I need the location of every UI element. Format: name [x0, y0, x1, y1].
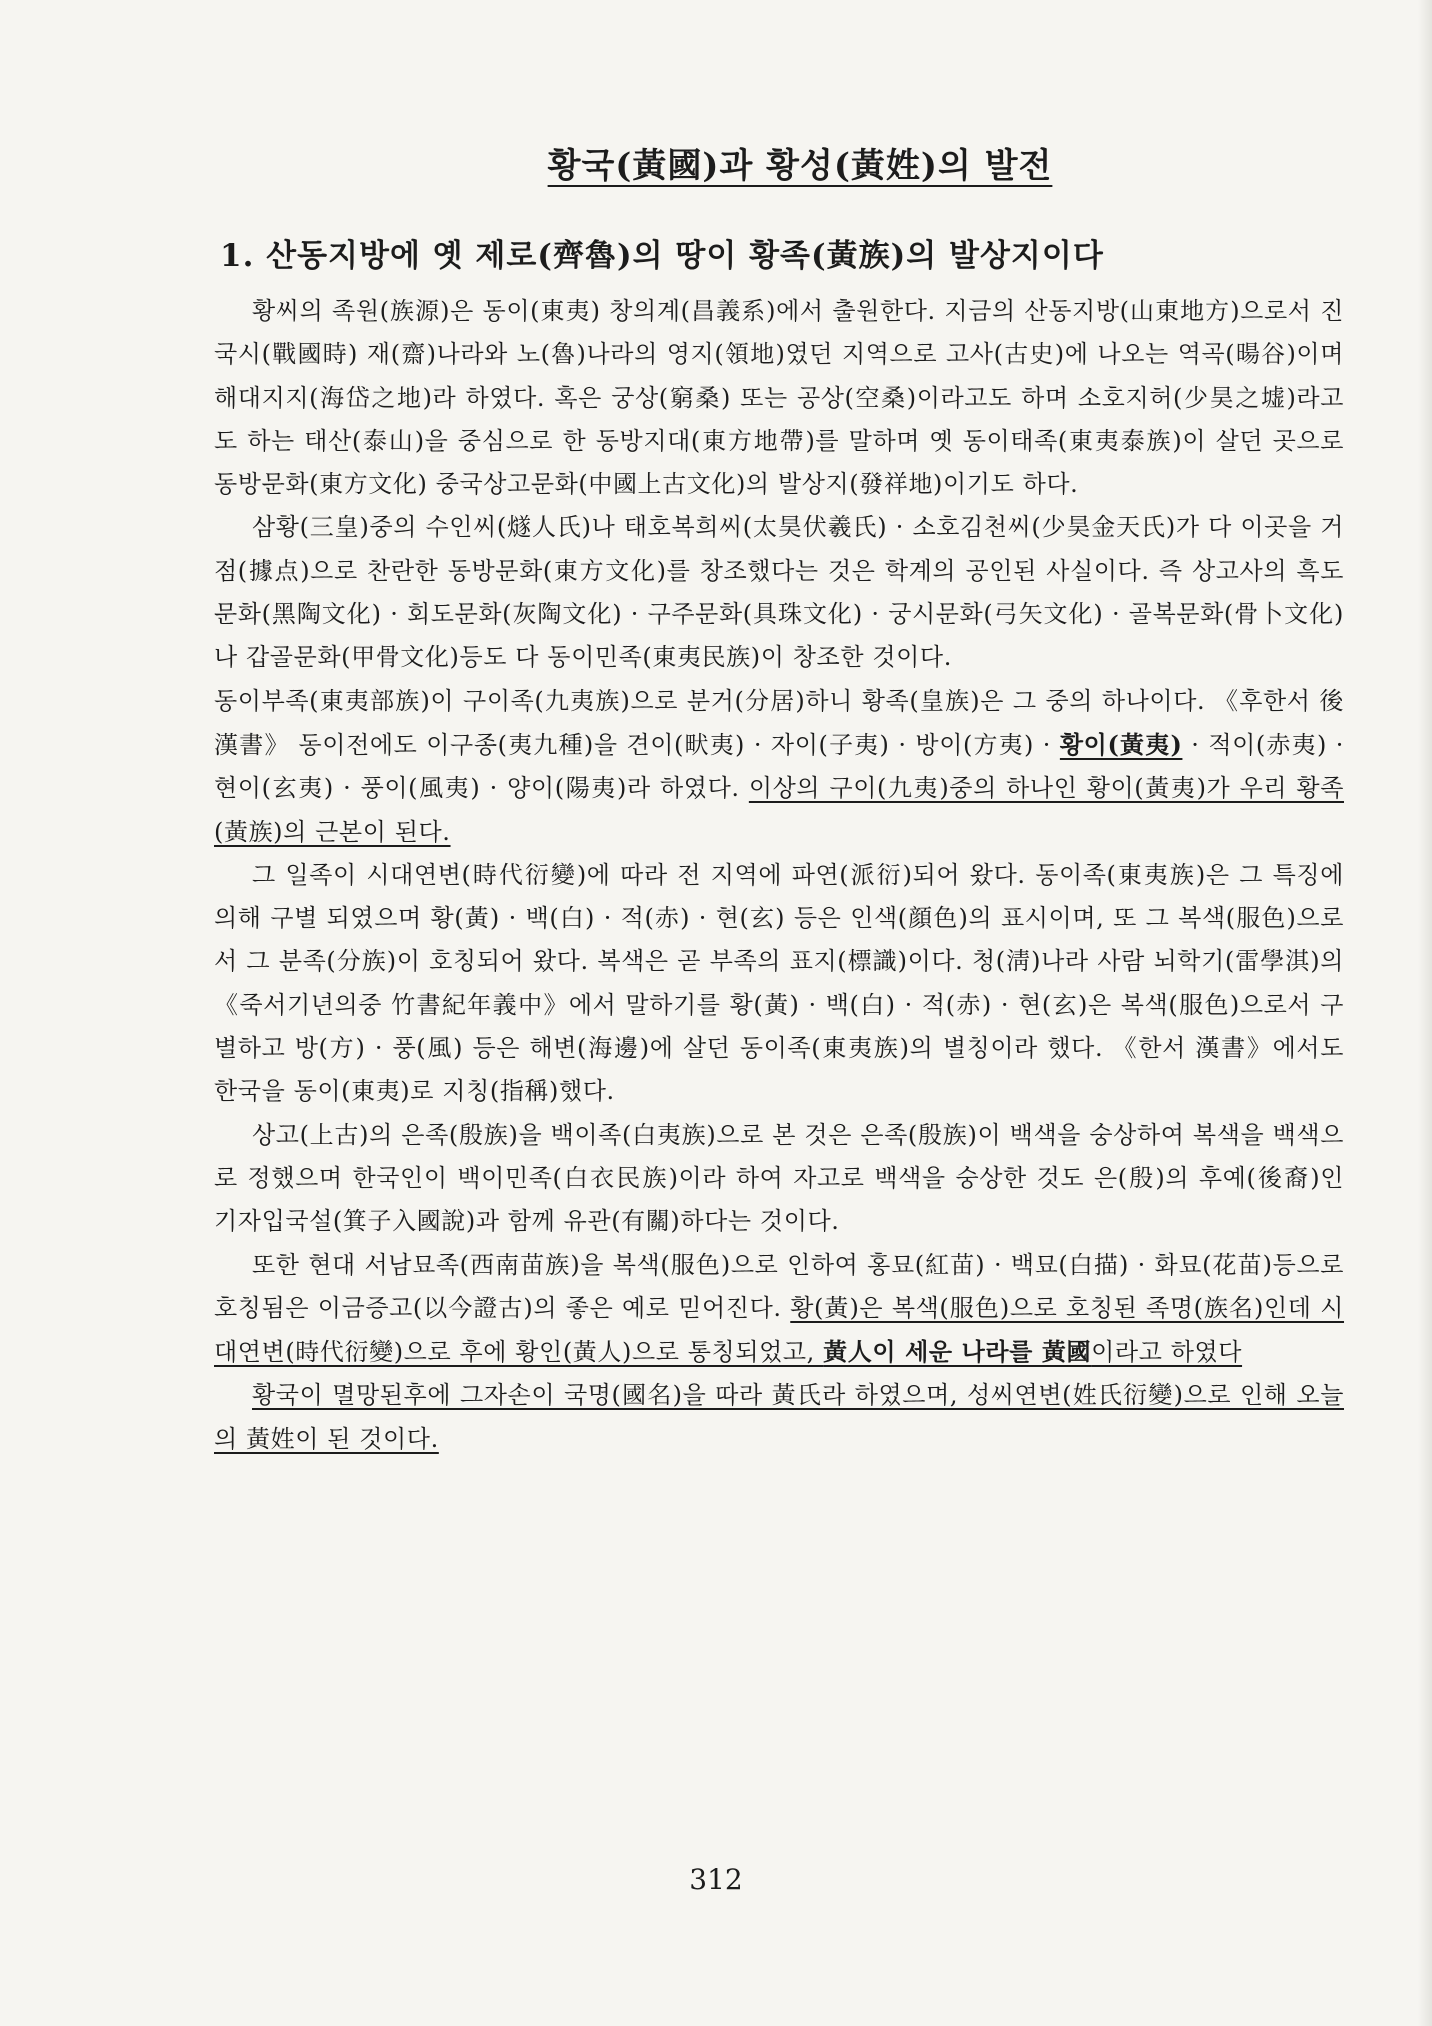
paragraph	[214, 854, 1344, 1114]
page-number: 312	[689, 1863, 743, 1896]
text-run: 또한 현대 서남묘족(西南苗族)을 복색(服色)으로 인하여 홍묘(紅苗) · 백묘(白描) · 화묘(花苗)등으로 호칭됨은 이금증고(以今證古)의 좋은 예로 믿어진다.	[214, 1250, 1344, 1322]
paragraph	[214, 1244, 1344, 1375]
emphasized-text: 황국이 멸망된후에 그자손이 국명(國名)을 따라 黃氏라 하였으며, 성씨연변(姓氏衍變)으로 인해 오늘의 黃姓이 된 것이다.	[214, 1381, 1344, 1453]
paragraph	[214, 1374, 1344, 1461]
text-run: 동이부족(東夷部族)이 구이족(九夷族)으로 분거(分居)하니 황족(皇族)은 그 중의 하나이다. 《후한서 後漢書》 동이전에도 이구종(夷九種)을 견이(畎夷) · 자이(子夷) · 방이(方夷) ·	[214, 686, 1344, 759]
text-run: · 적이(赤夷) · 현이(玄夷) · 풍이(風夷) · 양이(陽夷)라 하였다.	[214, 730, 1344, 803]
emphasized-text: 黃人이 세운 나라를 黃國	[823, 1337, 1092, 1367]
paragraph	[214, 506, 1344, 679]
scan-edge	[1418, 0, 1432, 2026]
body-text	[214, 290, 1344, 1461]
text-run: 삼황(三皇)중의 수인씨(燧人氏)나 태호복희씨(太昊伏羲氏) · 소호김천씨(少昊金天氏)가 다 이곳을 거점(據点)으로 찬란한 동방문화(東方文化)를 창조했다는 것은 학계의 공인된 사실이다. 즉 상고사의 흑도문화(黑陶文化) · 회도문화(灰陶文化) · 구주문화(具珠文化) · 궁시문화(弓矢文化) · 골복문화(骨卜文化)나 갑골문화(甲骨文化)등도 다 동이민족(東夷民族)이 창조한 것이다.	[214, 513, 1344, 672]
text-run: 황씨의 족원(族源)은 동이(東夷) 창의계(昌義系)에서 출원한다. 지금의 산동지방(山東地方)으로서 진국시(戰國時) 재(齋)나라와 노(魯)나라의 영지(領地)였던 지역으로 고사(古史)에 나오는 역곡(暘谷)이며 해대지지(海岱之地)라 하였다. 혹은 궁상(窮桑) 또는 공상(空桑)이라고도 하며 소호지허(少昊之墟)라고도 하는 태산(泰山)을 중심으로 한 동방지대(東方地帶)를 말하며 옛 동이태족(東夷泰族)이 살던 곳으로 동방문화(東方文化) 중국상고문화(中國上古文化)의 발상지(發祥地)이기도 하다.	[214, 297, 1344, 499]
section-heading: 1. 산동지방에 옛 제로(齊魯)의 땅이 황족(黃族)의 발상지이다	[220, 238, 1104, 274]
text-run: 그 일족이 시대연변(時代衍變)에 따라 전 지역에 파연(派衍)되어 왔다. 동이족(東夷族)은 그 특징에 의해 구별 되였으며 황(黃) · 백(白) · 적(赤) · 현(玄) 등은 인색(顔色)의 표시이며, 또 그 복색(服色)으로서 그 분족(分族)이 호칭되어 왔다. 복색은 곧 부족의 표지(標識)이다. 청(淸)나라 사람 뇌학기(雷學淇)의 《죽서기년의중 竹書紀年義中》에서 말하기를 황(黃) · 백(白) · 적(赤) · 현(玄)은 복색(服色)으로서 구별하고 방(方) · 풍(風) 등은 해변(海邊)에 살던 동이족(東夷族)의 별칭이라 했다. 《한서 漢書》에서도 한국을 동이(東夷)로 지칭(指稱)했다.	[214, 860, 1344, 1106]
document-title: 황국(黃國)과 황성(黃姓)의 발전	[547, 146, 1053, 186]
emphasized-text: 황(黃)은 복색(服色)으로 호칭된 족명(族名)인데 시대연변(時代衍變)으로 후에 황인(黃人)으로 통칭되었고,	[214, 1293, 1345, 1367]
emphasized-text: 황이(黃夷)	[1059, 729, 1183, 759]
emphasized-text: 이상의 구이(九夷)중의 하나인 황이(黃夷)가 우리 황족(黃族)의 근본이 된다.	[214, 774, 1344, 846]
paragraph	[214, 290, 1344, 506]
paragraph	[214, 1114, 1344, 1244]
text-run: 상고(上古)의 은족(殷族)을 백이족(白夷族)으로 본 것은 은족(殷族)이 백색을 숭상하여 복색을 백색으로 정했으며 한국인이 백이민족(白衣民族)이라 하여 자고로 백색을 숭상한 것도 은(殷)의 후예(後裔)인 기자입국설(箕子入國說)과 함께 유관(有關)하다는 것이다.	[214, 1120, 1344, 1236]
paragraph	[214, 680, 1344, 854]
emphasized-text: 이라고 하였다	[1091, 1338, 1243, 1367]
